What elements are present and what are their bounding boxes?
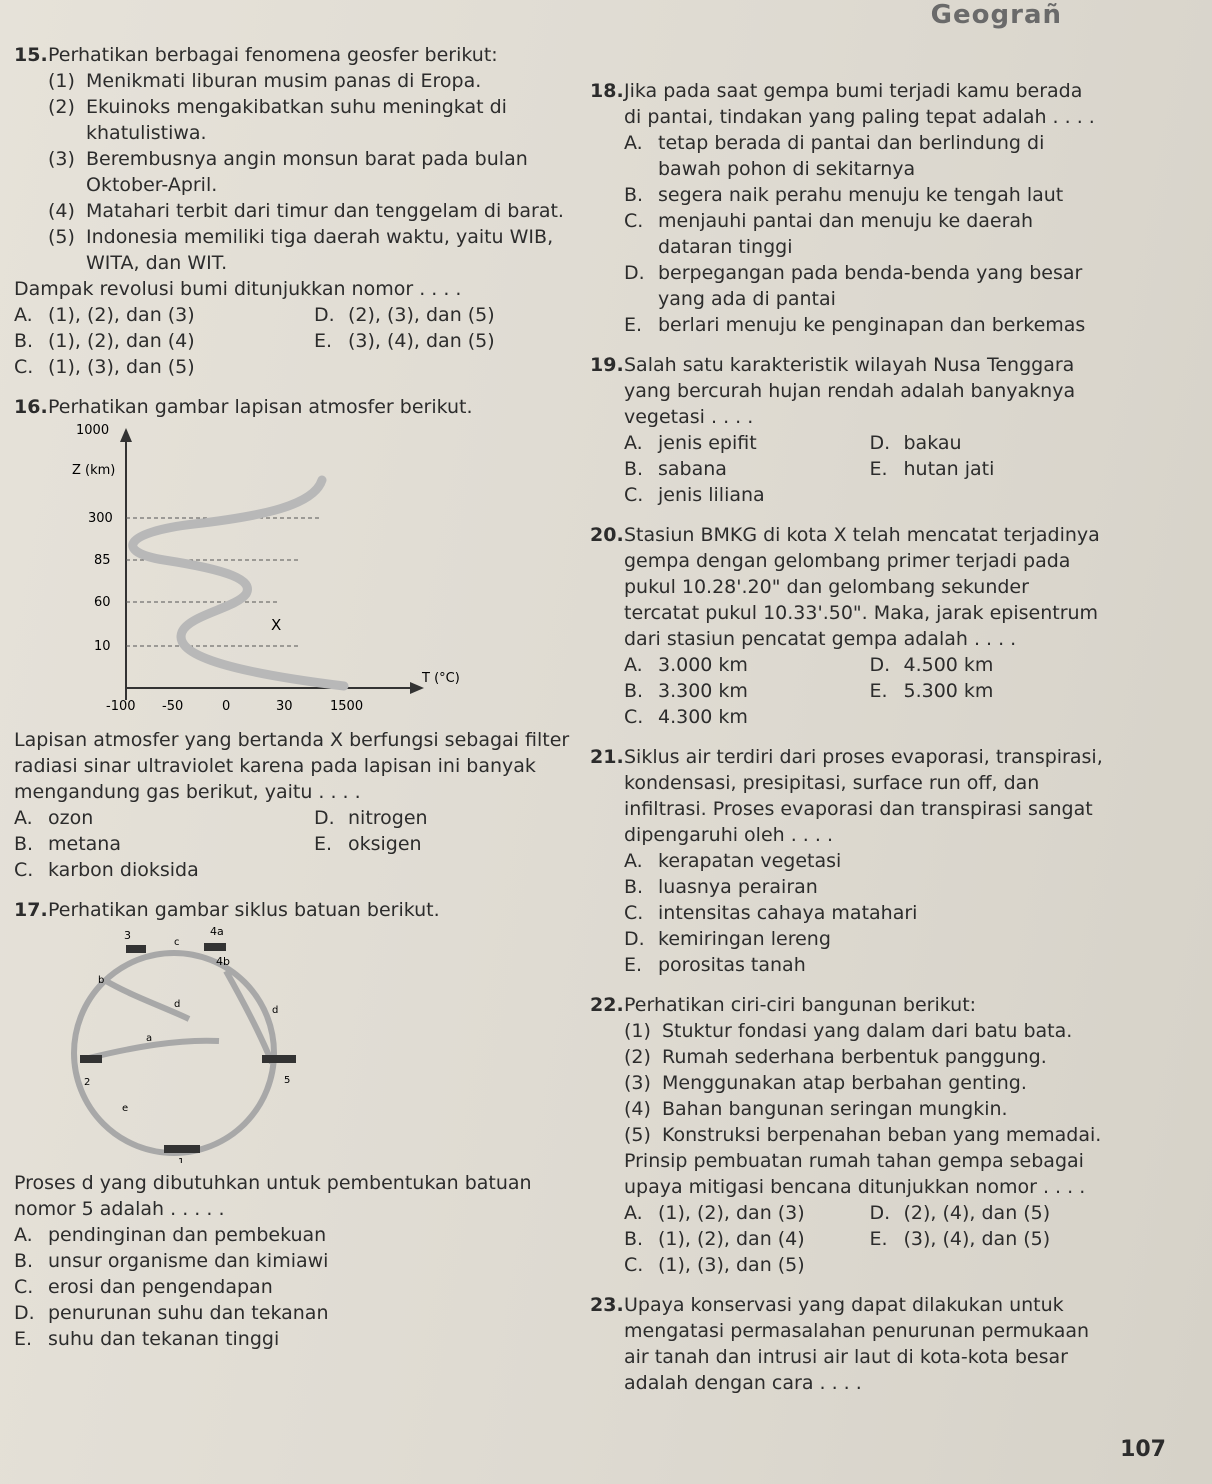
question-16 xyxy=(14,394,594,883)
rock-marker xyxy=(204,943,226,951)
rock-cycle-diagram xyxy=(14,923,594,1170)
options xyxy=(624,130,1105,338)
question-stem: Stasiun BMKG di kota X telah mencatat terjadinya gempa dengan gelombang primer terjadi pada pukul 10.28'.20" dan gelombang sekunder tercatat pukul 10.33'.50". Maka, jarak episentrum dari stasiun pencatat gempa adalah . . . . xyxy=(624,524,1100,650)
question-20 xyxy=(590,522,1105,730)
list-item: (5) Indonesia memiliki tiga daerah waktu, yaitu WIB, WITA, dan WIT. xyxy=(48,226,554,274)
question-stem: Perhatikan berbagai fenomena geosfer berikut: xyxy=(48,44,498,66)
options xyxy=(624,848,1105,978)
option-d[interactable]: D. (2), (3), dan (5) xyxy=(314,304,495,326)
atmosphere-svg xyxy=(14,420,474,720)
list-item: (4) Bahan bangunan seringan mungkin. xyxy=(624,1098,1008,1120)
list-item: (1) Menikmati liburan musim panas di Eropa. xyxy=(48,70,482,92)
option-a[interactable]: A. pendinginan dan pembekuan xyxy=(14,1224,327,1246)
question-22 xyxy=(590,992,1105,1278)
option-c[interactable]: C. erosi dan pengendapan xyxy=(14,1276,273,1298)
t-tick-label: -100 xyxy=(106,699,136,714)
option-e[interactable]: E. (3), (4), dan (5) xyxy=(869,1228,1051,1250)
option-a[interactable]: A. jenis epifit xyxy=(624,432,757,454)
list-item: (1) Stuktur fondasi yang dalam dari batu bata. xyxy=(624,1020,1073,1042)
z-axis-label: Z (km) xyxy=(72,463,116,478)
option-c[interactable]: C. jenis liliana xyxy=(624,484,765,506)
temperature-profile-curve xyxy=(133,480,344,686)
diagram-label: 1 xyxy=(178,1157,185,1163)
question-number: 17. xyxy=(14,899,48,921)
question-stem: Perhatikan gambar lapisan atmosfer berikut. xyxy=(48,396,473,418)
question-number: 19. xyxy=(590,354,624,376)
option-a[interactable]: A. ozon xyxy=(14,807,94,829)
option-b[interactable]: B. unsur organisme dan kimiawi xyxy=(14,1250,329,1272)
option-b[interactable]: B. (1), (2), dan (4) xyxy=(624,1228,805,1250)
diagram-label: b xyxy=(98,975,105,986)
list-item: (2) Ekuinoks mengakibatkan suhu meningkat di khatulistiwa. xyxy=(48,96,507,144)
diagram-label: e xyxy=(122,1103,129,1114)
diagram-label: c xyxy=(174,937,180,948)
option-b[interactable]: B. luasnya perairan xyxy=(624,876,818,898)
question-21 xyxy=(590,744,1105,978)
atmosphere-diagram xyxy=(14,420,594,727)
option-e[interactable]: E. porositas tanah xyxy=(624,954,806,976)
level-label: 300 xyxy=(88,511,113,526)
diagram-label: d xyxy=(272,1005,279,1016)
option-c[interactable]: C. (1), (3), dan (5) xyxy=(14,356,195,378)
left-column xyxy=(14,42,594,1366)
question-number: 15. xyxy=(14,44,48,66)
option-b[interactable]: B. (1), (2), dan (4) xyxy=(14,330,195,352)
t-tick-label: -50 xyxy=(162,699,184,714)
question-stem: Perhatikan gambar siklus batuan berikut. xyxy=(48,899,440,921)
option-b[interactable]: B. 3.300 km xyxy=(624,680,748,702)
option-d[interactable]: D. kemiringan lereng xyxy=(624,928,831,950)
list-item: (2) Rumah sederhana berbentuk panggung. xyxy=(624,1046,1047,1068)
question-number: 23. xyxy=(590,1294,624,1316)
option-b[interactable]: B. sabana xyxy=(624,458,727,480)
level-label: 60 xyxy=(94,595,111,610)
option-a[interactable]: A. (1), (2), dan (3) xyxy=(14,304,195,326)
question-stem: Upaya konservasi yang dapat dilakukan untuk mengatasi permasalahan penurunan permukaan air tanah dan intrusi air laut di kota-kota besar adalah dengan cara . . . . xyxy=(624,1294,1090,1394)
question-prompt: Prinsip pembuatan rumah tahan gempa sebagai upaya mitigasi bencana ditunjukkan nomor . . . . xyxy=(624,1150,1086,1198)
question-stem: Perhatikan ciri-ciri bangunan berikut: xyxy=(624,994,977,1016)
question-19 xyxy=(590,352,1105,508)
option-e[interactable]: E. hutan jati xyxy=(869,458,995,480)
diagram-label: d xyxy=(174,999,181,1010)
option-b[interactable]: B. metana xyxy=(14,833,121,855)
option-d[interactable]: D. (2), (4), dan (5) xyxy=(869,1202,1051,1224)
question-prompt: Dampak revolusi bumi ditunjukkan nomor . . . . xyxy=(14,278,462,300)
subject-header: Geograñ xyxy=(930,0,1062,30)
t-tick-label: 30 xyxy=(276,699,293,714)
option-e[interactable]: E. berlari menuju ke penginapan dan berkemas xyxy=(624,314,1086,336)
question-23 xyxy=(590,1292,1105,1396)
option-d[interactable]: D. berpegangan pada benda-benda yang besar yang ada di pantai xyxy=(624,262,1083,310)
question-15 xyxy=(14,42,594,380)
diagram-label: 4a xyxy=(210,925,224,938)
diagram-label: 2 xyxy=(84,1077,91,1088)
diagram-label: 5 xyxy=(284,1075,291,1086)
options xyxy=(14,302,594,380)
question-prompt: Proses d yang dibutuhkan untuk pembentukan batuan nomor 5 adalah . . . . . xyxy=(14,1172,532,1220)
level-label: 10 xyxy=(94,639,111,654)
diagram-label: 3 xyxy=(124,929,131,942)
cycle-path xyxy=(89,1041,219,1058)
question-stem: Siklus air terdiri dari proses evaporasi, transpirasi, kondensasi, presipitasi, surface run off, dan infiltrasi. Proses evaporasi dan transpirasi sangat dipengaruhi oleh . . . . xyxy=(624,746,1103,846)
t-tick-label: 1500 xyxy=(330,699,364,714)
option-c[interactable]: C. menjauhi pantai dan menuju ke daerah dataran tinggi xyxy=(624,210,1034,258)
list-item: (4) Matahari terbit dari timur dan tenggelam di barat. xyxy=(48,200,564,222)
options xyxy=(14,805,594,883)
option-d[interactable]: D. bakau xyxy=(869,432,962,454)
z-top-label: 1000 xyxy=(76,423,110,438)
option-c[interactable]: C. intensitas cahaya matahari xyxy=(624,902,918,924)
question-number: 22. xyxy=(590,994,624,1016)
question-number: 16. xyxy=(14,396,48,418)
question-17 xyxy=(14,897,594,1352)
option-d[interactable]: D. 4.500 km xyxy=(869,654,994,676)
diagram-label: 4b xyxy=(216,955,230,968)
option-e[interactable]: E. suhu dan tekanan tinggi xyxy=(14,1328,280,1350)
question-number: 20. xyxy=(590,524,624,546)
list-item: (5) Konstruksi berpenahan beban yang memadai. xyxy=(624,1124,1102,1146)
list-item: (3) Menggunakan atap berbahan genting. xyxy=(624,1072,1027,1094)
question-number: 21. xyxy=(590,746,624,768)
option-c[interactable]: C. karbon dioksida xyxy=(14,859,199,881)
rock-marker xyxy=(80,1055,102,1063)
rock-cycle-svg xyxy=(14,923,334,1163)
options xyxy=(624,1200,1105,1278)
rock-marker xyxy=(164,1145,200,1153)
options xyxy=(14,1222,594,1352)
option-e[interactable]: E. oksigen xyxy=(314,833,422,855)
option-c[interactable]: C. 4.300 km xyxy=(624,706,748,728)
rock-marker xyxy=(262,1055,296,1063)
t-tick-label: 0 xyxy=(222,699,231,714)
rock-marker xyxy=(126,945,146,953)
level-label: 85 xyxy=(94,553,111,568)
option-d[interactable]: D. penurunan suhu dan tekanan xyxy=(14,1302,329,1324)
z-axis-arrow xyxy=(120,428,132,442)
option-a[interactable]: A. 3.000 km xyxy=(624,654,748,676)
option-a[interactable]: A. kerapatan vegetasi xyxy=(624,850,842,872)
question-stem: Salah satu karakteristik wilayah Nusa Tenggara yang bercurah hujan rendah adalah banyaknya vegetasi . . . . xyxy=(624,354,1076,428)
option-d[interactable]: D. nitrogen xyxy=(314,807,428,829)
question-18 xyxy=(590,78,1105,338)
question-stem: Jika pada saat gempa bumi terjadi kamu berada di pantai, tindakan yang paling tepat adalah . . . . xyxy=(624,80,1095,128)
t-axis-label: T (°C) xyxy=(422,671,460,686)
question-number: 18. xyxy=(590,80,624,102)
right-column xyxy=(590,78,1105,1410)
question-prompt: Lapisan atmosfer yang bertanda X berfungsi sebagai filter radiasi sinar ultraviolet karena pada lapisan ini banyak mengandung gas berikut, yaitu . . . . xyxy=(14,729,570,803)
option-a[interactable]: A. (1), (2), dan (3) xyxy=(624,1202,805,1224)
option-b[interactable]: B. segera naik perahu menuju ke tengah laut xyxy=(624,184,1064,206)
list-item: (3) Berembusnya angin monsun barat pada bulan Oktober-April. xyxy=(48,148,528,196)
option-c[interactable]: C. (1), (3), dan (5) xyxy=(624,1254,805,1276)
page-number: 107 xyxy=(1120,1437,1166,1462)
diagram-label: a xyxy=(146,1033,153,1044)
options xyxy=(624,430,1105,508)
option-e[interactable]: E. (3), (4), dan (5) xyxy=(314,330,495,352)
options xyxy=(624,652,1105,730)
option-a[interactable]: A. tetap berada di pantai dan berlindung di bawah pohon di sekitarnya xyxy=(624,132,1045,180)
layer-x-marker: X xyxy=(271,616,282,634)
option-e[interactable]: E. 5.300 km xyxy=(869,680,994,702)
